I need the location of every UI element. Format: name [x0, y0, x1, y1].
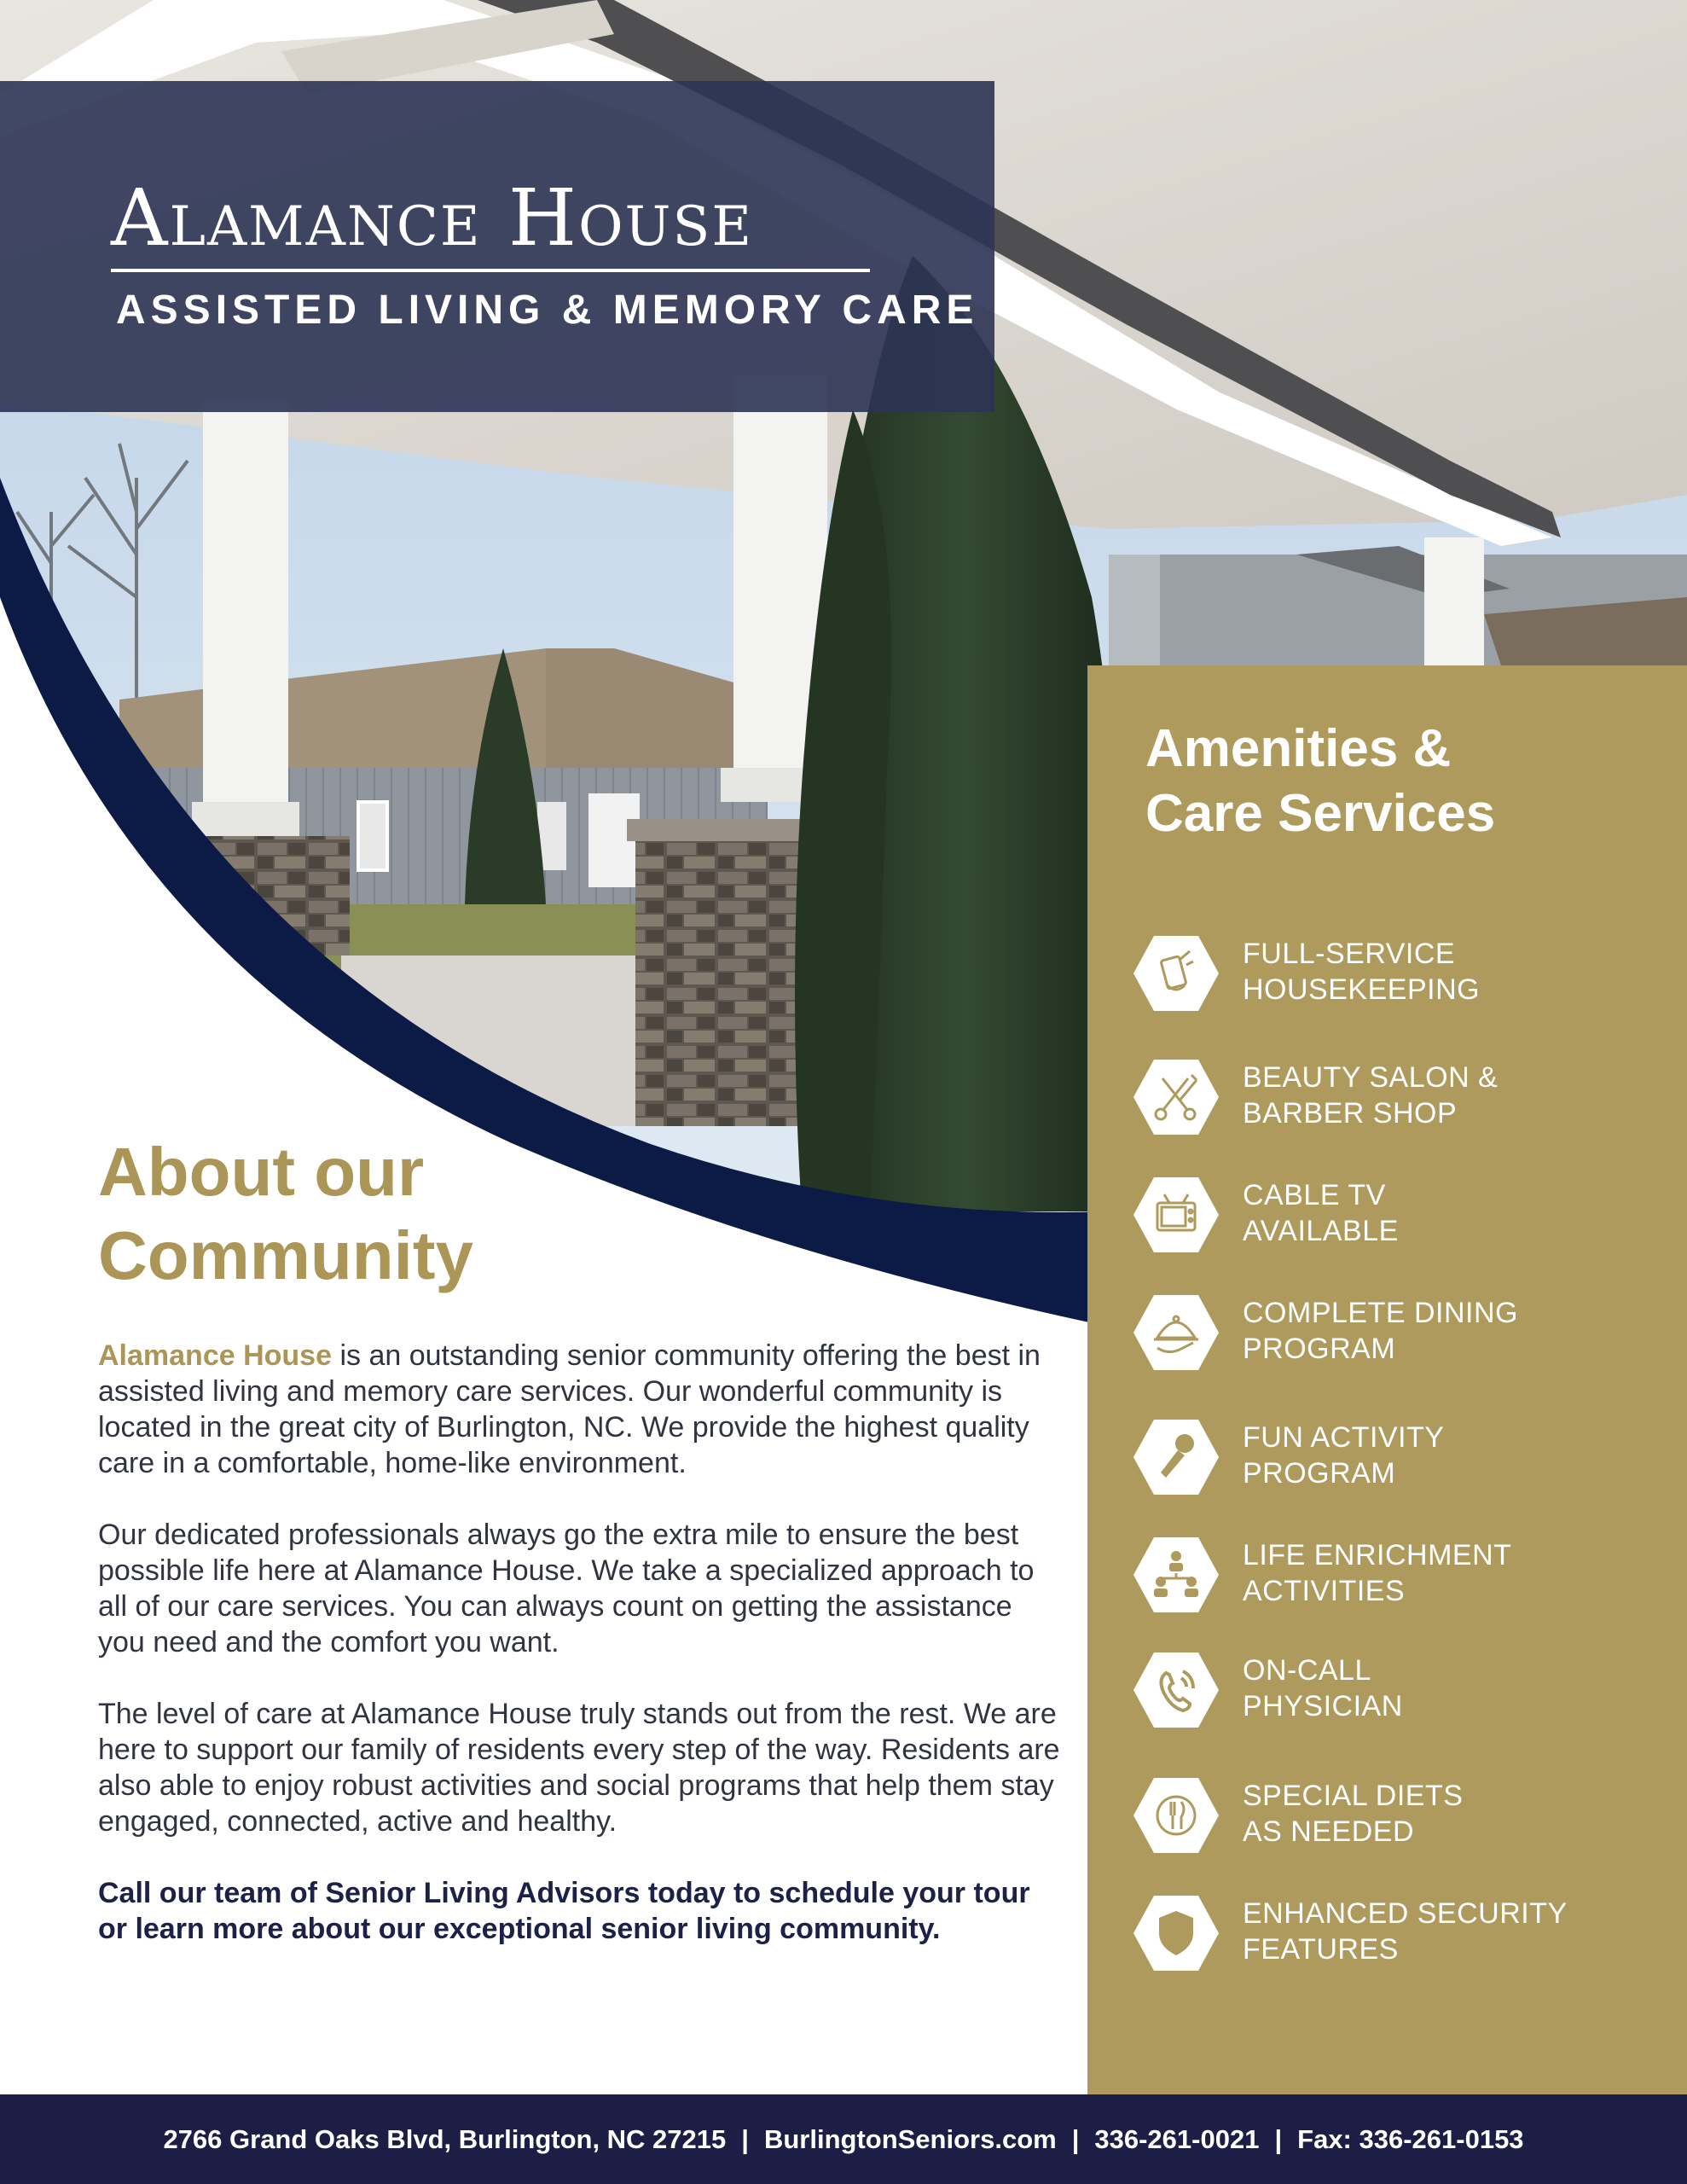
about-paragraph-1 [98, 1338, 1062, 1481]
amenities-heading-line1: Amenities & [1145, 719, 1452, 778]
footer-separator: | [1071, 2123, 1080, 2154]
shield-icon [1132, 1894, 1220, 1972]
housekeeping-icon [1132, 934, 1220, 1013]
amenity-label-line1: SPECIAL DIETS [1243, 1780, 1464, 1812]
footer-bar [0, 2094, 1687, 2184]
amenity-special-diets [1132, 1776, 1678, 1862]
about-paragraph-2: Our dedicated professionals always go the extra mile to ensure the best possible life here at Alamance House. We take a specialized approach to all of our care services. You can always count on getting the assistance you need and the comfort you want. [98, 1519, 1035, 1658]
scissors-comb-icon [1132, 1058, 1220, 1136]
amenity-label-line1: FUN ACTIVITY [1243, 1421, 1445, 1454]
cloche-icon [1132, 1293, 1220, 1372]
amenity-fun-activity [1132, 1418, 1678, 1503]
about-body [98, 1338, 1062, 1947]
amenity-label-line2: AS NEEDED [1243, 1815, 1414, 1848]
footer-address: 2766 Grand Oaks Blvd, Burlington, NC 27215 [163, 2123, 727, 2154]
amenity-dining [1132, 1293, 1678, 1379]
amenity-label-line2: PROGRAM [1243, 1457, 1396, 1490]
about-heading [98, 1130, 695, 1298]
about-paragraph-3: The level of care at Alamance House truly stands out from the rest. We are here to support our family of residents every step of the way. Residents are also able to enjoy robust activities and social programs that help them stay engaged, connected, active and healthy. [98, 1698, 1060, 1838]
logo-title: Alamance House [111, 172, 754, 264]
amenity-label-line2: HOUSEKEEPING [1243, 973, 1481, 1006]
amenity-label-line2: ACTIVITIES [1243, 1575, 1406, 1607]
amenity-label-line2: FEATURES [1243, 1933, 1399, 1966]
amenity-label-line1: COMPLETE DINING [1243, 1297, 1518, 1329]
logo-subtitle: ASSISTED LIVING & MEMORY CARE [116, 288, 979, 333]
footer-separator: | [741, 2123, 749, 2154]
amenity-label-line1: ENHANCED SECURITY [1243, 1897, 1568, 1930]
about-heading-line2: Community [98, 1217, 473, 1293]
amenity-label-line2: PROGRAM [1243, 1333, 1396, 1365]
logo-divider [111, 269, 870, 272]
amenity-on-call-physician [1132, 1651, 1678, 1736]
amenity-label-line1: CABLE TV [1243, 1179, 1386, 1211]
amenity-beauty-salon [1132, 1058, 1678, 1143]
footer-separator: | [1274, 2123, 1283, 2154]
amenity-label-line1: BEAUTY SALON & [1243, 1061, 1499, 1094]
group-icon [1132, 1536, 1220, 1614]
footer-fax: Fax: 336-261-0153 [1297, 2123, 1524, 2154]
about-heading-line1: About our [98, 1134, 425, 1210]
amenities-heading [1145, 717, 1657, 846]
title-banner [0, 81, 994, 412]
call-to-action: Call our team of Senior Living Advisors today to schedule your tour or learn more about our exceptional senior living community. [98, 1877, 1030, 1945]
amenity-enhanced-security [1132, 1894, 1678, 1979]
footer-website[interactable]: BurlingtonSeniors.com [763, 2123, 1057, 2154]
plate-fork-knife-icon [1132, 1776, 1220, 1855]
footer-phone[interactable]: 336-261-0021 [1094, 2123, 1260, 2154]
amenity-cable-tv [1132, 1176, 1678, 1261]
phone-icon [1132, 1651, 1220, 1729]
amenities-heading-line2: Care Services [1145, 784, 1496, 843]
about-paragraph-1-text: is an outstanding senior community offering the best in assisted living and memory care services. Our wonderful community is located in the great city of Burlington, NC. We provide the highest quality care in a comfortable, home-like environment. [98, 1339, 1041, 1479]
community-name-highlight: Alamance House [98, 1339, 332, 1372]
amenity-label-line1: LIFE ENRICHMENT [1243, 1539, 1512, 1571]
tv-icon [1132, 1176, 1220, 1254]
amenity-housekeeping [1132, 934, 1678, 1019]
footer-contact [0, 2094, 1687, 2184]
amenity-label-line1: ON-CALL [1243, 1654, 1371, 1687]
microphone-icon [1132, 1418, 1220, 1496]
amenity-life-enrichment [1132, 1536, 1678, 1621]
amenities-panel [1087, 665, 1687, 2094]
amenity-label-line1: FULL-SERVICE [1243, 938, 1456, 970]
amenity-label-line2: BARBER SHOP [1243, 1097, 1458, 1130]
amenity-label-line2: PHYSICIAN [1243, 1690, 1403, 1722]
amenity-label-line2: AVAILABLE [1243, 1215, 1399, 1247]
